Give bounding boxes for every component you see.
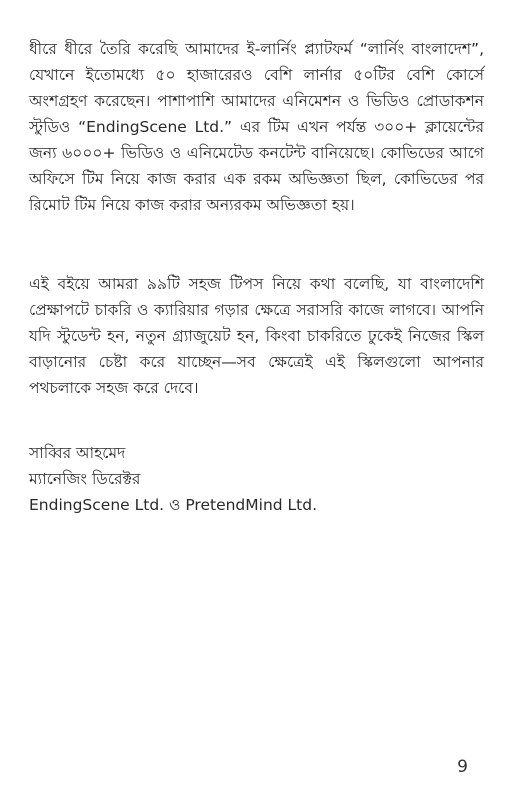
signature-block xyxy=(29,440,484,518)
page-number: 9 xyxy=(457,757,468,777)
author-name: সাব্বির আহমেদ xyxy=(29,444,126,462)
author-title: ম্যানেজিং ডিরেক্টর xyxy=(29,470,141,488)
body-paragraph-2: এই বইয়ে আমরা ৯৯টি সহজ টিপস নিয়ে কথা বলেছি, যা বাংলাদেশি প্রেক্ষাপটে চাকরি ও ক্যারিয়ার গড়ার ক্ষেত্রে সরাসরি কাজে লাগবে। আপনি যদি স্টুডেন্ট হন, নতুন গ্র্যাজুয়েট হন, কিংবা চাকরিতে ঢুকেই নিজের স্কিল বাড়ানোর চেষ্টা করে যাচ্ছেন—সব ক্ষেত্রেই এই স্কিলগুলো আপনার পথচলাকে সহজ করে দেবে। xyxy=(29,275,484,397)
body-paragraph-1: ধীরে ধীরে তৈরি করেছি আমাদের ই-লার্নিং প্ল্যাটফর্ম “লার্নিং বাংলাদেশ”, যেখানে ইতোমধ্যে ৫০ হাজারেরও বেশি লার্নার ৫০টির বেশি কোর্সে অংশগ্রহণ করেছেন। পাশাপাশি আমাদের এনিমেশন ও ভিডিও প্রোডাকশন স্টুডিও “EndingScene Ltd.” এর টিম এখন পর্যন্ত ৩০০+ ক্লায়েন্টের জন্য ৬০০০+ ভিডিও ও এনিমেটেড কনটেন্ট বানিয়েছে। কোভিডের আগে অফিসে টিম নিয়ে কাজ করার এক রকম অভিজ্ঞতা ছিল, কোভিডের পর রিমোট টিম নিয়ে কাজ করার অন্যরকম অভিজ্ঞতা হয়। xyxy=(29,40,484,214)
author-companies: EndingScene Ltd. ও PretendMind Ltd. xyxy=(29,496,318,514)
